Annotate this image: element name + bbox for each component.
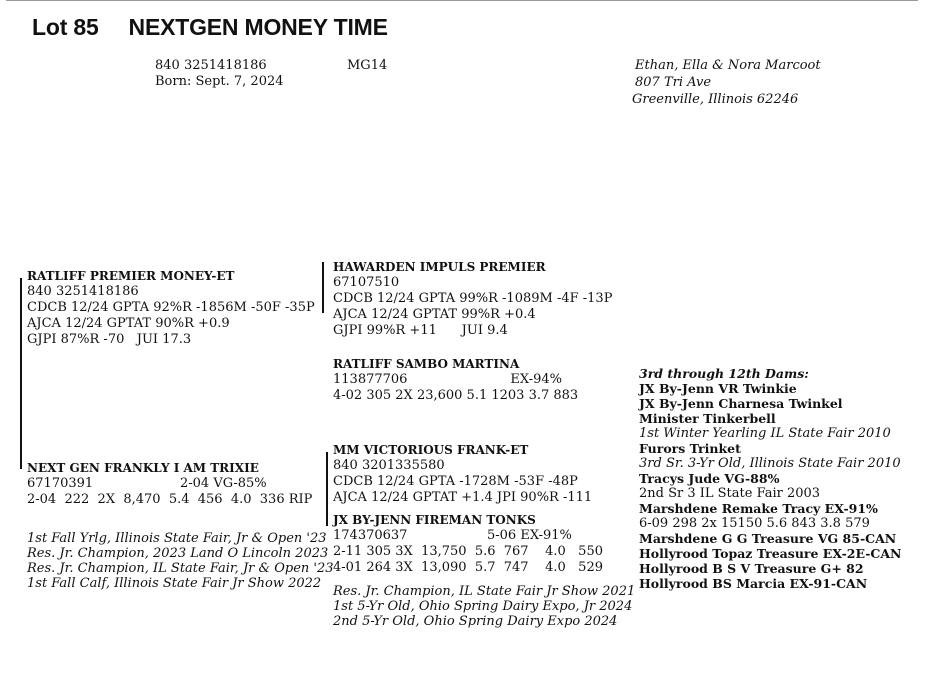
dam-dam-block	[333, 512, 603, 576]
extended-dams-block	[639, 366, 902, 591]
sire-sire-proof-2: AJCA 12/24 GPTAT 99%R +0.4	[333, 307, 536, 322]
dam-award-item: 1st Fall Yrlg, Illinois State Fair, Jr & Open '23	[27, 531, 327, 546]
animal-classification: MG14	[347, 58, 388, 73]
extended-dam-line: JX By-Jenn Charnesa Twinkel	[639, 396, 843, 411]
dam-name: NEXT GEN FRANKLY I AM TRIXIE	[27, 461, 259, 475]
animal-name: NEXTGEN MONEY TIME	[128, 14, 388, 40]
extended-dam-line: Hollyrood Topaz Treasure EX-2E-CAN	[639, 546, 902, 561]
dam-award-item: Res. Jr. Champion, 2023 Land O Lincoln 2023	[27, 546, 329, 561]
dam-sire-name: MM VICTORIOUS FRANK-ET	[333, 443, 529, 457]
animal-info	[155, 58, 284, 90]
extended-dams-heading: 3rd through 12th Dams:	[639, 366, 809, 381]
dam-block	[27, 460, 312, 508]
sire-block	[27, 268, 315, 348]
dam-dam-awards	[333, 584, 635, 629]
sire-sire-block	[333, 259, 612, 339]
dam-sire-proof-2: AJCA 12/24 GPTAT +1.4 JPI 90%R -111	[333, 490, 593, 505]
sire-sire-proof-1: CDCB 12/24 GPTA 99%R -1089M -4F -13P	[333, 291, 613, 306]
dam-record: 2-04 222 2X 8,470 5.4 456 4.0 336 RIP	[27, 492, 313, 507]
sire-dam-block	[333, 356, 579, 404]
extended-dam-line: 3rd Sr. 3-Yr Old, Illinois State Fair 2010	[639, 456, 901, 471]
dam-score: 2-04 VG-85%	[180, 476, 267, 491]
top-rule	[6, 0, 918, 1]
dam-registration: 67170391	[27, 476, 94, 491]
animal-registration: 840 3251418186	[155, 58, 267, 73]
dam-award-item: Res. Jr. Champion, IL State Fair, Jr & Open '23	[27, 561, 334, 576]
lot-heading	[32, 14, 388, 41]
sire-sire-proof-3: GJPI 99%R +11 JUI 9.4	[333, 323, 508, 338]
animal-born: Born: Sept. 7, 2024	[155, 74, 284, 89]
pedigree-bracket-dam	[326, 452, 328, 526]
sire-dam-record: 4-02 305 2X 23,600 5.1 1203 3.7 883	[333, 388, 579, 403]
owner-block	[632, 57, 821, 108]
extended-dam-line: Hollyrood B S V Treasure G+ 82	[639, 561, 864, 576]
dam-dam-name: JX BY-JENN FIREMAN TONKS	[333, 513, 536, 527]
sire-proof-1: CDCB 12/24 GPTA 92%R -1856M -50F -35P	[27, 300, 315, 315]
dam-dam-score: 5-06 EX-91%	[487, 528, 572, 543]
dam-dam-record-2: 4-01 264 3X 13,090 5.7 747 4.0 529	[333, 560, 603, 575]
dam-awards	[27, 531, 334, 591]
extended-dam-line: 6-09 298 2x 15150 5.6 843 3.8 579	[639, 516, 870, 531]
dam-dam-award-item: Res. Jr. Champion, IL State Fair Jr Show 2021	[333, 584, 636, 599]
extended-dam-line: 2nd Sr 3 IL State Fair 2003	[639, 486, 821, 501]
owner-street: 807 Tri Ave	[635, 75, 712, 90]
owner-city: Greenville, Illinois 62246	[632, 92, 799, 107]
extended-dam-line: Marshdene G G Treasure VG 85-CAN	[639, 531, 897, 546]
sire-dam-registration: 113877706	[333, 372, 408, 387]
extended-dams-list	[639, 381, 902, 591]
lot-number: Lot 85	[32, 14, 99, 40]
sire-dam-name: RATLIFF SAMBO MARTINA	[333, 357, 520, 371]
extended-dam-line: JX By-Jenn VR Twinkie	[639, 381, 797, 396]
extended-dam-line: Minister Tinkerbell	[639, 411, 776, 426]
extended-dam-line: 1st Winter Yearling IL State Fair 2010	[639, 426, 891, 441]
sire-dam-score: EX-94%	[510, 372, 562, 387]
sire-proof-3: GJPI 87%R -70 JUI 17.3	[27, 332, 192, 347]
owner-name: Ethan, Ella & Nora Marcoot	[635, 58, 821, 73]
dam-dam-award-item: 1st 5-Yr Old, Ohio Spring Dairy Expo, Jr 2024	[333, 599, 633, 614]
sire-registration: 840 3251418186	[27, 284, 139, 299]
extended-dam-line: Marshdene Remake Tracy EX-91%	[639, 501, 878, 516]
sire-proof-2: AJCA 12/24 GPTAT 90%R +0.9	[27, 316, 230, 331]
dam-dam-record-1: 2-11 305 3X 13,750 5.6 767 4.0 550	[333, 544, 603, 559]
dam-sire-registration: 840 3201335580	[333, 458, 445, 473]
pedigree-bracket-sire	[322, 262, 324, 313]
sire-name: RATLIFF PREMIER MONEY-ET	[27, 269, 235, 283]
sire-sire-registration: 67107510	[333, 275, 400, 290]
dam-dam-award-item: 2nd 5-Yr Old, Ohio Spring Dairy Expo 2024	[333, 614, 618, 629]
extended-dam-line: Furors Trinket	[639, 441, 741, 456]
dam-sire-proof-1: CDCB 12/24 GPTA -1728M -53F -48P	[333, 474, 578, 489]
sire-sire-name: HAWARDEN IMPULS PREMIER	[333, 260, 546, 274]
dam-award-item: 1st Fall Calf, Illinois State Fair Jr Show 2022	[27, 576, 322, 591]
extended-dam-line: Hollyrood BS Marcia EX-91-CAN	[639, 576, 868, 591]
pedigree-bracket-main	[20, 278, 22, 469]
dam-sire-block	[333, 442, 592, 506]
extended-dam-line: Tracys Jude VG-88%	[639, 471, 780, 486]
dam-dam-registration: 174370637	[333, 528, 408, 543]
